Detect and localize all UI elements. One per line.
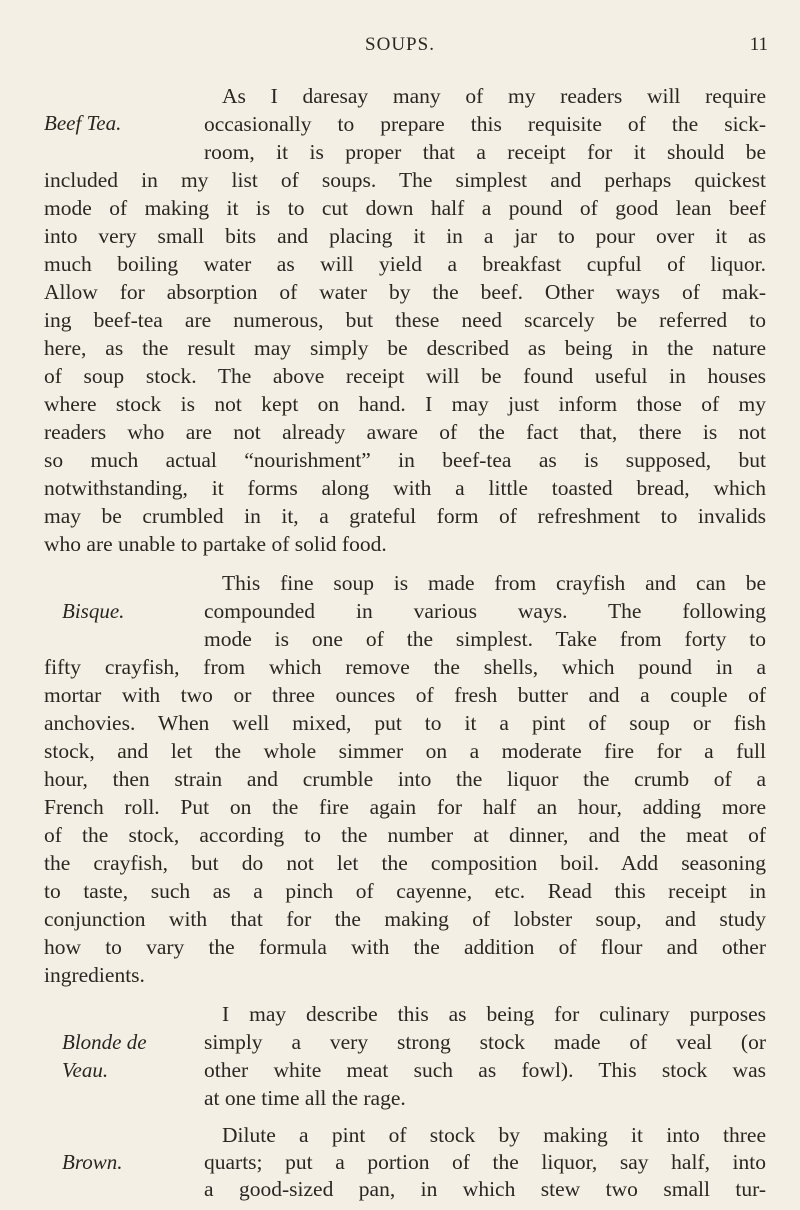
paragraph-line: of the stock, according to the number at dinner, and the meat of (44, 823, 766, 847)
paragraph-line: to taste, such as a pinch of cayenne, etc. Read this receipt in (44, 879, 766, 903)
paragraph-line: here, as the result may simply be described as being in the nature (44, 336, 766, 360)
paragraph-line: notwithstanding, it forms along with a little toasted bread, which (44, 476, 766, 500)
paragraph-line: where stock is not kept on hand. I may just inform those of my (44, 392, 766, 416)
paragraph-line: I may describe this as being for culinary purposes (222, 1002, 766, 1026)
paragraph-line: mode of making it is to cut down half a pound of good lean beef (44, 196, 766, 220)
paragraph-line: As I daresay many of my readers will require (222, 84, 766, 108)
side-heading-beef-tea: Beef Tea. (44, 111, 122, 135)
page-number: 11 (749, 34, 768, 55)
paragraph-line: anchovies. When well mixed, put to it a pint of soup or fish (44, 711, 766, 735)
paragraph-line: of soup stock. The above receipt will be found useful in houses (44, 364, 766, 388)
paragraph-line: included in my list of soups. The simplest and perhaps quickest (44, 168, 766, 192)
side-heading-brown: Brown. (62, 1150, 123, 1174)
paragraph-line: fifty crayfish, from which remove the shells, which pound in a (44, 655, 766, 679)
paragraph-line: who are unable to partake of solid food. (44, 532, 387, 556)
paragraph-line: so much actual “nourishment” in beef-tea as is supposed, but (44, 448, 766, 472)
paragraph-line: mortar with two or three ounces of fresh butter and a couple of (44, 683, 766, 707)
paragraph-line: stock, and let the whole simmer on a moderate fire for a full (44, 739, 766, 763)
side-heading-blonde-de: Blonde de (62, 1030, 147, 1054)
paragraph-line: simply a very strong stock made of veal (or (204, 1030, 766, 1054)
paragraph-line: room, it is proper that a receipt for it should be (204, 140, 766, 164)
paragraph-line: compounded in various ways. The following (204, 599, 766, 623)
paragraph-line: French roll. Put on the fire again for half an hour, adding more (44, 795, 766, 819)
paragraph-line: may be crumbled in it, a grateful form of refreshment to invalids (44, 504, 766, 528)
paragraph-line: hour, then strain and crumble into the liquor the crumb of a (44, 767, 766, 791)
paragraph-line: occasionally to prepare this requisite of the sick- (204, 112, 766, 136)
page-header (0, 34, 800, 60)
paragraph-line: conjunction with that for the making of lobster soup, and study (44, 907, 766, 931)
paragraph-line: Dilute a pint of stock by making it into three (222, 1123, 766, 1147)
paragraph-line: into very small bits and placing it in a jar to pour over it as (44, 224, 766, 248)
paragraph-line: mode is one of the simplest. Take from forty to (204, 627, 766, 651)
paragraph-line: how to vary the formula with the addition of flour and other (44, 935, 766, 959)
paragraph-line: the crayfish, but do not let the composition boil. Add seasoning (44, 851, 766, 875)
running-head: SOUPS. (365, 34, 435, 55)
paragraph-line: much boiling water as will yield a breakfast cupful of liquor. (44, 252, 766, 276)
paragraph-line: a good-sized pan, in which stew two small tur- (204, 1177, 766, 1201)
paragraph-line: readers who are not already aware of the fact that, there is not (44, 420, 766, 444)
paragraph-line: ingredients. (44, 963, 145, 987)
paragraph-line: ing beef-tea are numerous, but these need scarcely be referred to (44, 308, 766, 332)
side-heading-bisque: Bisque. (62, 599, 125, 623)
paragraph-line: This fine soup is made from crayfish and can be (222, 571, 766, 595)
paragraph-line: other white meat such as fowl). This stock was (204, 1058, 766, 1082)
paragraph-line: Allow for absorption of water by the beef. Other ways of mak- (44, 280, 766, 304)
paragraph-line: at one time all the rage. (204, 1086, 406, 1110)
side-heading-veau: Veau. (62, 1058, 109, 1082)
paragraph-line: quarts; put a portion of the liquor, say half, into (204, 1150, 766, 1174)
